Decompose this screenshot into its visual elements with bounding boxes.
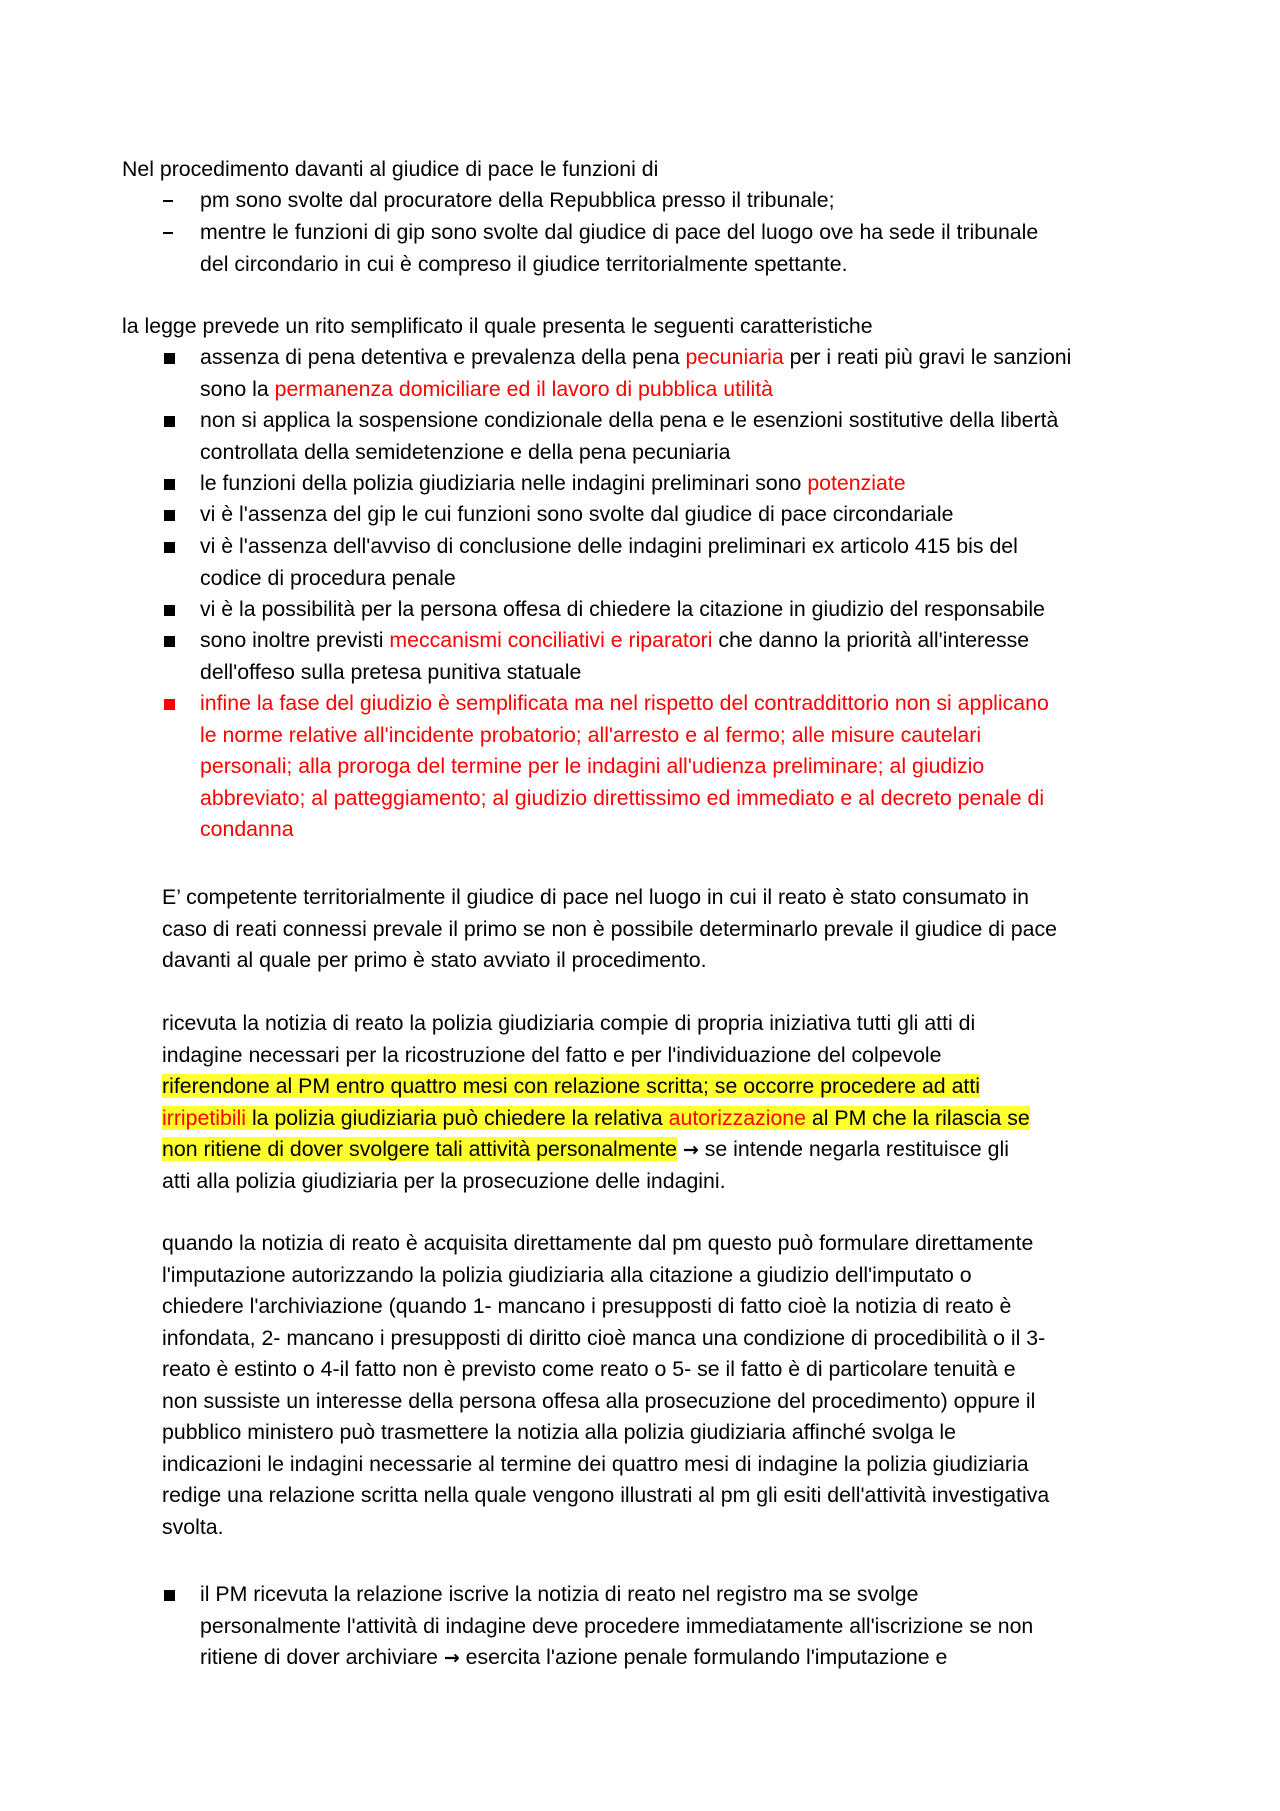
intro-paragraph — [122, 154, 658, 186]
bullet-item: vi è l'assenza del gip le cui funzioni sono svolte dal giudice di pace circondariale — [200, 502, 954, 526]
dash-item: mentre le funzioni di gip sono svolte dal giudice di pace del luogo ove ha sede il tribunale del circondario in cui è compreso il giudice territorialmente spettante. — [200, 220, 1039, 276]
black-square-bullet-icon — [164, 479, 175, 490]
competenza-paragraph: E’ competente territorialmente il giudice di pace nel luogo in cui il reato è stato consumato in caso di reati connessi prevale il primo se non è possibile determinarlo prevale il giudice di pace davanti al quale per primo è stato avviato il procedimento. — [162, 885, 1057, 972]
bullet-item: vi è l'assenza dell'avviso di conclusione delle indagini preliminari ex articolo 415 bis del codice di procedura penale — [200, 534, 1018, 590]
dash-item: pm sono svolte dal procuratore della Repubblica presso il tribunale; — [200, 188, 835, 212]
black-square-bullet-icon — [164, 605, 175, 616]
right-arrow-icon: → — [443, 1647, 460, 1669]
bullet-item-red: infine la fase del giudizio è semplificata ma nel rispetto del contraddittorio non si applicano le norme relative all'incidente probatorio; all'arresto e al fermo; alle misure cautelari personali; alla proroga del termine per le indagini all'udienza preliminare; al giudizio abbreviato; al patteggiamento; al giudizio direttissimo ed immediato e al decreto penale di condanna — [200, 691, 1049, 841]
rito-heading: la legge prevede un rito semplificato il quale presenta le seguenti caratteristiche — [122, 314, 873, 338]
black-square-bullet-icon — [164, 416, 175, 427]
black-square-bullet-icon — [164, 636, 175, 647]
bullet-item: vi è la possibilità per la persona offesa di chiedere la citazione in giudizio del responsabile — [200, 597, 1045, 621]
notizia-pg-paragraph: ricevuta la notizia di reato la polizia giudiziaria compie di propria iniziativa tutti gli atti di indagine necessari per la ricostruzione del fatto e per l'individuazione del colpevole riferendone al PM entro quattro mesi con relazione scritta; se occorre procedere ad atti irripetibili la polizia giudiziaria può chiedere la relativa autorizzazione al PM che la rilascia se non ritiene di dover svolgere tali attività personalmente → se intende negarla restituisce gli atti alla polizia giudiziaria per la prosecuzione delle indagini. — [162, 1011, 1030, 1193]
bullet-item: le funzioni della polizia giudiziaria nelle indagini preliminari sono potenziate — [200, 471, 906, 495]
right-arrow-icon: → — [682, 1139, 699, 1161]
black-square-bullet-icon — [164, 542, 175, 553]
dash-bullet-icon — [163, 200, 173, 202]
dash-bullet-icon — [163, 232, 173, 234]
bullet-item: assenza di pena detentiva e prevalenza della pena pecuniaria per i reati più gravi le sanzioni sono la permanenza domiciliare ed il lavoro di pubblica utilità — [200, 345, 1072, 401]
pm-relazione-item: il PM ricevuta la relazione iscrive la notizia di reato nel registro ma se svolge personalmente l'attività di indagine deve procedere immediatamente all'iscrizione se non ritiene di dover archiviare → esercita l'azione penale formulando l'imputazione e — [200, 1579, 1033, 1674]
notizia-pm-paragraph: quando la notizia di reato è acquisita direttamente dal pm questo può formulare direttamente l'imputazione autorizzando la polizia giudiziaria alla citazione a giudizio dell'imputato o chiedere l'archiviazione (quando 1- mancano i presupposti di fatto cioè la notizia di reato è infondata, 2- mancano i presupposti di diritto cioè manca una condizione di procedibilità o il 3- reato è estinto o 4-il fatto non è previsto come reato o 5- se il fatto è di particolare tenuità e non sussiste un interesse della persona offesa alla prosecuzione del procedimento) oppure il pubblico ministero può trasmettere la notizia alla polizia giudiziaria affinché svolga le indicazioni le indagini necessarie al termine dei quattro mesi di indagine la polizia giudiziaria redige una relazione scritta nella quale vengono illustrati al pm gli esiti dell'attività investigativa svolta. — [162, 1231, 1050, 1539]
intro-line: Nel procedimento davanti al giudice di pace le funzioni di — [122, 157, 659, 181]
black-square-bullet-icon — [164, 353, 175, 364]
red-square-bullet-icon — [164, 699, 175, 710]
bullet-item: sono inoltre previsti meccanismi conciliativi e riparatori che danno la priorità all'interesse dell'offeso sulla pretesa punitiva statuale — [200, 628, 1030, 684]
bullet-item: non si applica la sospensione condizionale della pena e le esenzioni sostitutive della libertà controllata della semidetenzione e della pena pecuniaria — [200, 408, 1059, 464]
black-square-bullet-icon — [164, 510, 175, 521]
black-square-bullet-icon — [164, 1590, 175, 1601]
